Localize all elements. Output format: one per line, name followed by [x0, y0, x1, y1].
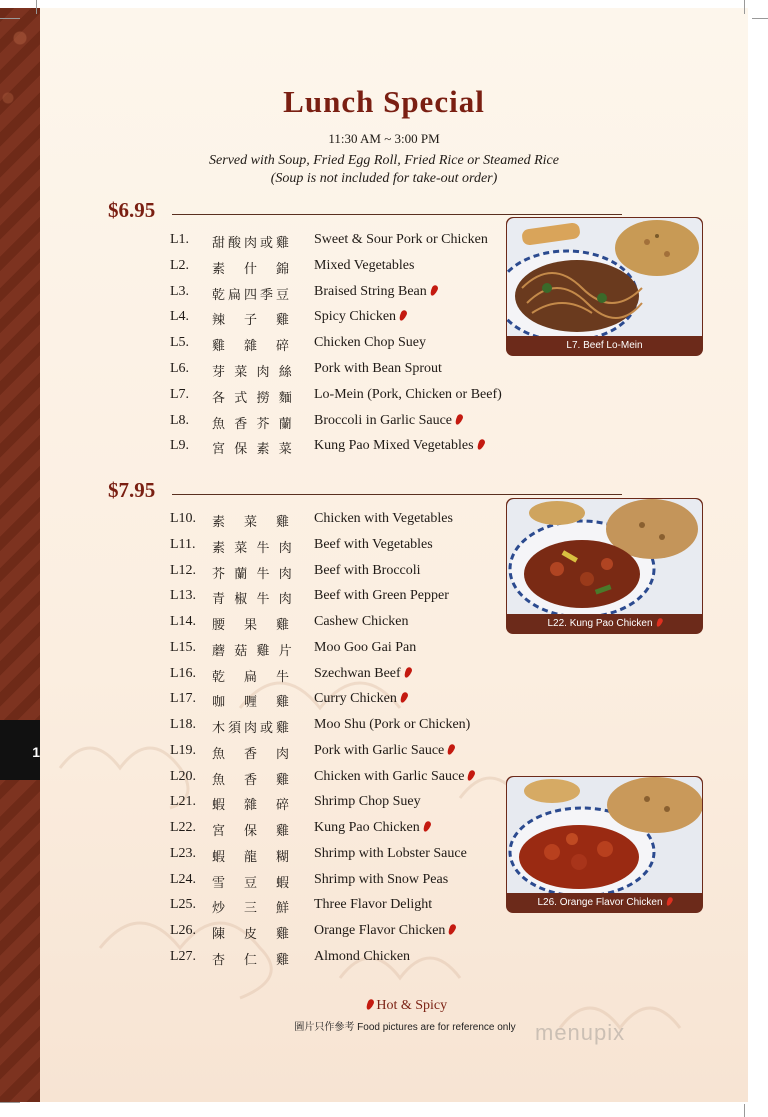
item-english-name: [314, 284, 437, 300]
item-name-text: Moo Shu (Pork or Chicken): [314, 717, 471, 732]
item-english-name: [314, 614, 408, 630]
item-chinese-name: 乾扁四季豆: [212, 286, 293, 302]
item-name-text: Pork with Bean Sprout: [314, 361, 442, 376]
caption-text: L22. Kung Pao Chicken: [547, 618, 653, 629]
photo-caption: [507, 337, 702, 355]
lunch-hours: 11:30 AM ~ 3:00 PM: [328, 131, 440, 146]
item-code: L12.: [170, 562, 197, 578]
item-name-text: Chicken with Vegetables: [314, 511, 453, 526]
item-name-text: Lo-Mein (Pork, Chicken or Beef): [314, 386, 502, 402]
orange-chicken-photo: [507, 777, 702, 893]
price-heading: [108, 198, 155, 222]
item-name-text: Shrimp with Snow Peas: [314, 871, 449, 887]
crop-mark: [744, 0, 745, 14]
price-heading: [108, 478, 155, 502]
item-english-name: [314, 309, 406, 325]
item-english-name: [314, 335, 426, 351]
food-photo: [506, 776, 703, 913]
item-code: L22.: [170, 820, 197, 835]
reference-note: 圖片只作參考 Food pictures are for reference only: [294, 1022, 516, 1033]
item-chinese-name: 宮 保 雞: [212, 823, 293, 838]
item-name-text: Chicken Chop Suey: [314, 335, 426, 351]
caption-text: L7. Beef Lo-Mein: [566, 340, 643, 351]
item-code: L4.: [170, 309, 190, 325]
item-chinese-name: 杏 仁 雞: [212, 951, 293, 967]
item-chinese-name: 素 菜 雞: [212, 514, 293, 529]
item-code: L13.: [170, 588, 197, 604]
item-name-text: Braised String Bean: [314, 283, 427, 299]
crop-mark: [36, 0, 37, 14]
item-chinese-name: 素 什 錦: [212, 260, 293, 276]
item-name-text: Almond Chicken: [314, 948, 411, 964]
item-name-text: Beef with Vegetables: [314, 536, 433, 552]
item-chinese-name: 各 式 撈 麵: [212, 389, 295, 405]
item-name-text: Orange Flavor Chicken: [314, 923, 446, 938]
item-code: L6.: [170, 361, 190, 376]
divider: [172, 494, 622, 495]
divider: [172, 214, 622, 215]
item-code: L1.: [170, 232, 190, 247]
item-english-name: [314, 717, 470, 733]
item-name-text: Sweet & Sour Pork or Chicken: [314, 232, 488, 247]
item-code: L9.: [170, 438, 190, 454]
item-english-name: [314, 923, 455, 939]
page-number-tab: [0, 720, 40, 780]
item-name-text: Pork with Garlic Sauce: [314, 742, 445, 758]
item-code: L27.: [170, 948, 197, 964]
item-code: L2.: [170, 257, 190, 273]
item-name-text: Kung Pao Mixed Vegetables: [314, 438, 474, 454]
photo-caption: [507, 615, 702, 633]
caption-text: L26. Orange Flavor Chicken: [537, 897, 663, 908]
item-chinese-name: 素 菜 牛 肉: [212, 539, 295, 555]
item-english-name: [314, 361, 442, 377]
item-name-text: Szechwan Beef: [314, 665, 401, 681]
item-code: L25.: [170, 897, 197, 913]
item-code: L18.: [170, 717, 197, 732]
item-name-text: Beef with Green Pepper: [314, 588, 449, 604]
item-code: L7.: [170, 386, 190, 402]
item-chinese-name: 咖 喱 雞: [212, 694, 293, 710]
item-english-name: [314, 387, 502, 403]
price-label: $7.95: [108, 478, 156, 502]
item-chinese-name: 蝦 龍 糊: [212, 848, 293, 864]
item-code: L10.: [170, 511, 197, 526]
item-english-name: [314, 691, 407, 707]
item-chinese-name: 雪 豆 蝦: [212, 874, 293, 890]
item-chinese-name: 腰 果 雞: [212, 617, 293, 632]
pepper-icon: [365, 998, 375, 1011]
item-code: L24.: [170, 871, 197, 887]
food-photo: [506, 217, 703, 356]
item-chinese-name: 雞 雜 碎: [212, 338, 293, 354]
item-chinese-name: 魚 香 肉: [212, 745, 293, 761]
legend-label: Hot & Spicy: [376, 998, 448, 1013]
item-name-text: Shrimp Chop Suey: [314, 794, 421, 810]
item-name-text: Kung Pao Chicken: [314, 820, 420, 835]
item-chinese-name: 陳 皮 雞: [212, 926, 293, 941]
crop-mark: [0, 18, 20, 19]
item-code: L21.: [170, 794, 197, 810]
food-photo: [506, 498, 703, 634]
item-chinese-name: 青 椒 牛 肉: [212, 591, 295, 607]
item-english-name: [314, 794, 421, 810]
item-chinese-name: 蝦 雜 碎: [212, 797, 293, 813]
item-code: L20.: [170, 768, 197, 784]
item-english-name: [314, 666, 411, 682]
item-chinese-name: 甜酸肉或雞: [212, 235, 293, 250]
item-code: L17.: [170, 691, 197, 707]
crop-mark: [0, 1102, 20, 1103]
item-chinese-name: 炒 三 鮮: [212, 900, 293, 916]
item-chinese-name: 芽 菜 肉 絲: [212, 364, 295, 379]
spicy-legend: [0, 998, 768, 1014]
item-english-name: [314, 640, 416, 656]
item-english-name: [314, 511, 453, 527]
item-name-text: Cashew Chicken: [314, 614, 409, 629]
item-english-name: [314, 769, 474, 785]
item-code: L11.: [170, 536, 196, 552]
lo-mein-photo: [507, 218, 702, 336]
item-english-name: [314, 413, 462, 429]
item-chinese-name: 宮 保 素 菜: [212, 441, 295, 457]
item-english-name: [314, 897, 432, 913]
item-code: L3.: [170, 283, 190, 299]
item-english-name: [314, 743, 454, 759]
page-title: Lunch Special: [283, 84, 485, 119]
item-english-name: [314, 563, 421, 579]
item-code: L5.: [170, 335, 190, 351]
crop-mark: [744, 1104, 745, 1117]
item-english-name: [314, 537, 433, 553]
item-english-name: [314, 258, 414, 274]
kung-pao-photo: [507, 499, 702, 614]
item-english-name: [314, 588, 449, 604]
pepper-icon: [665, 896, 673, 906]
item-chinese-name: 木須肉或雞: [212, 720, 293, 735]
item-name-text: Curry Chicken: [314, 691, 397, 707]
page-number: 1: [32, 744, 40, 760]
item-name-text: Moo Goo Gai Pan: [314, 639, 417, 655]
item-code: L15.: [170, 639, 197, 655]
item-code: L26.: [170, 923, 197, 938]
item-english-name: [314, 949, 410, 965]
item-name-text: Mixed Vegetables: [314, 257, 415, 273]
item-name-text: Chicken with Garlic Sauce: [314, 768, 465, 784]
item-chinese-name: 魚 香 雞: [212, 771, 293, 787]
item-english-name: [314, 872, 448, 888]
item-name-text: Shrimp with Lobster Sauce: [314, 845, 467, 861]
price-label: $6.95: [108, 198, 156, 222]
item-chinese-name: 蘑 菇 雞 片: [212, 642, 295, 658]
item-code: L16.: [170, 665, 197, 681]
take-out-note: (Soup is not included for take-out order): [270, 171, 498, 186]
photo-caption: [507, 894, 702, 912]
item-english-name: [314, 846, 467, 862]
item-chinese-name: 芥 蘭 牛 肉: [212, 565, 295, 581]
item-chinese-name: 魚 香 芥 蘭: [212, 415, 295, 431]
item-code: L14.: [170, 614, 197, 629]
item-code: L8.: [170, 412, 190, 428]
item-name-text: Broccoli in Garlic Sauce: [314, 412, 453, 428]
pepper-icon: [655, 617, 663, 627]
served-with-note: Served with Soup, Fried Egg Roll, Fried Rice or Steamed Rice: [209, 153, 559, 168]
item-english-name: [314, 232, 488, 248]
item-chinese-name: 辣 子 雞: [212, 312, 293, 328]
watermark: menupix: [535, 1020, 626, 1045]
item-code: L19.: [170, 742, 197, 758]
item-name-text: Spicy Chicken: [314, 309, 397, 325]
item-english-name: [314, 820, 430, 836]
item-code: L23.: [170, 845, 197, 861]
item-name-text: Beef with Broccoli: [314, 562, 421, 578]
item-english-name: [314, 438, 484, 454]
item-chinese-name: 乾 扁 牛: [212, 668, 293, 684]
crop-mark: [752, 18, 768, 19]
item-name-text: Three Flavor Delight: [314, 897, 433, 913]
